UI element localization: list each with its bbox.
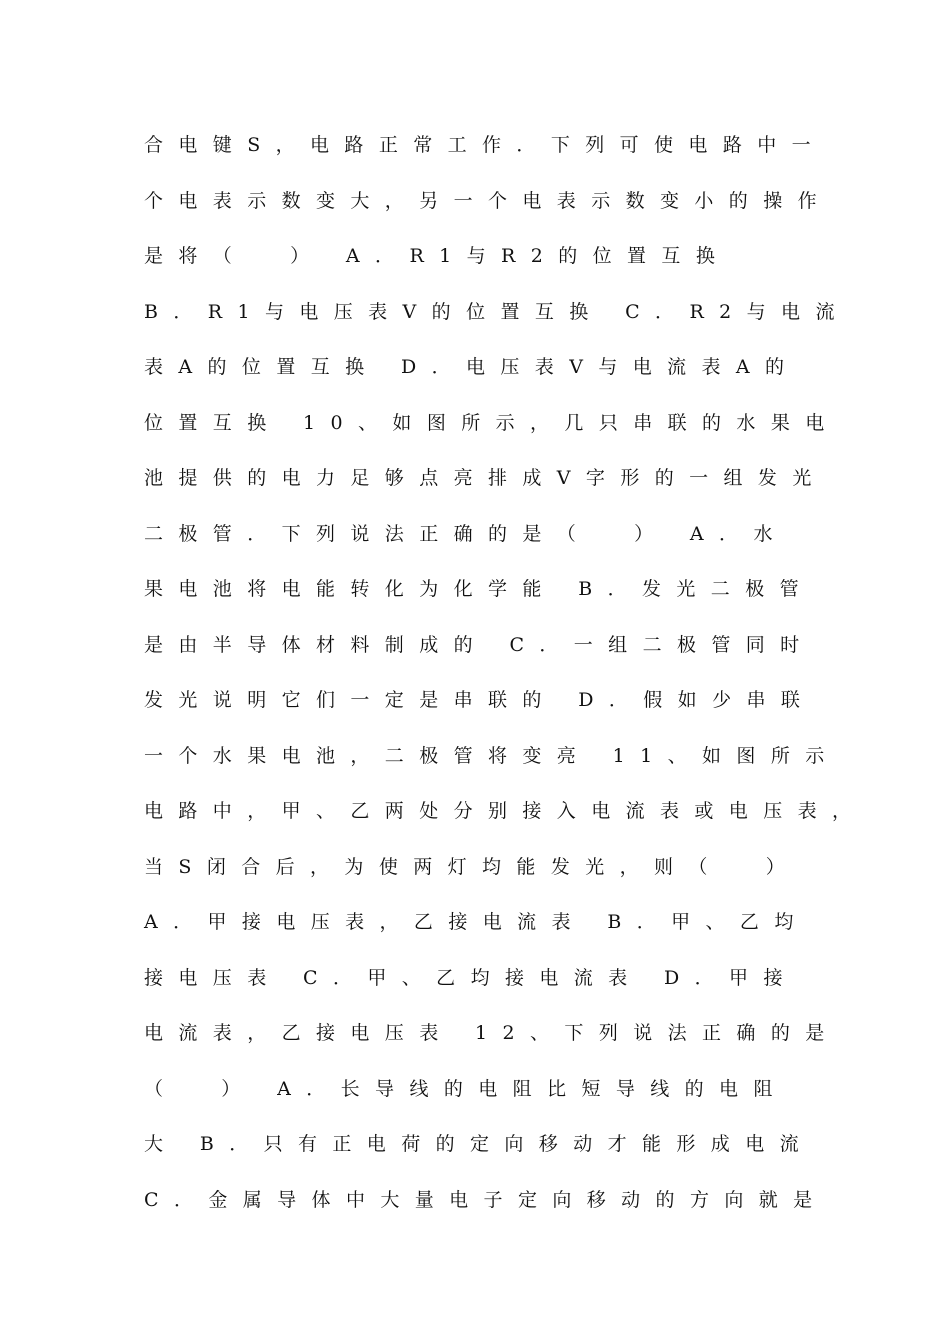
text-line: 是将（ ） A．R1与R2的位置互换 <box>144 245 731 267</box>
text-line: 个电表示数变大，另一个电表示数变小的操作 <box>144 189 833 212</box>
text-line: A．甲接电压表，乙接电流表 B．甲、乙均 <box>144 911 809 933</box>
text-line: 一个水果电池，二极管将变亮 11、如图所示 <box>144 744 840 767</box>
text-line: 合电键S，电路正常工作．下列可使电路中一 <box>144 134 827 156</box>
text-line: 位置互换 10、如图所示，几只串联的水果电 <box>144 411 840 434</box>
text-line: 二极管．下列说法正确的是（ ） A．水 <box>144 522 788 545</box>
text-line: 大 B．只有正电荷的定向移动才能形成电流 <box>144 1133 815 1155</box>
text-line: C．金属导体中大量电子定向移动的方向就是 <box>144 1188 828 1211</box>
text-line: （ ） A．长导线的电阻比短导线的电阻 <box>144 1077 788 1100</box>
text-line: 接电压表 C．甲、乙均接电流表 D．甲接 <box>144 966 798 989</box>
text-line: 当S闭合后，为使两灯均能发光，则（ ） <box>144 855 801 878</box>
text-line: 电路中，甲、乙两处分别接入电流表或电压表， <box>144 800 867 822</box>
text-line: 是由半导体材料制成的 C．一组二极管同时 <box>144 633 815 656</box>
text-line: 表A的位置互换 D．电压表V与电流表A的 <box>144 356 800 378</box>
body-text <box>144 127 867 1237</box>
text-line: B．R1与电压表V的位置互换 C．R2与电流 <box>144 300 850 323</box>
text-line: 池提供的电力足够点亮排成V字形的一组发光 <box>144 467 827 489</box>
text-line: 电流表，乙接电压表 12、下列说法正确的是 <box>144 1022 840 1044</box>
text-line: 发光说明它们一定是串联的 D．假如少串联 <box>144 689 816 711</box>
text-line: 果电池将电能转化为化学能 B．发光二极管 <box>144 578 815 600</box>
